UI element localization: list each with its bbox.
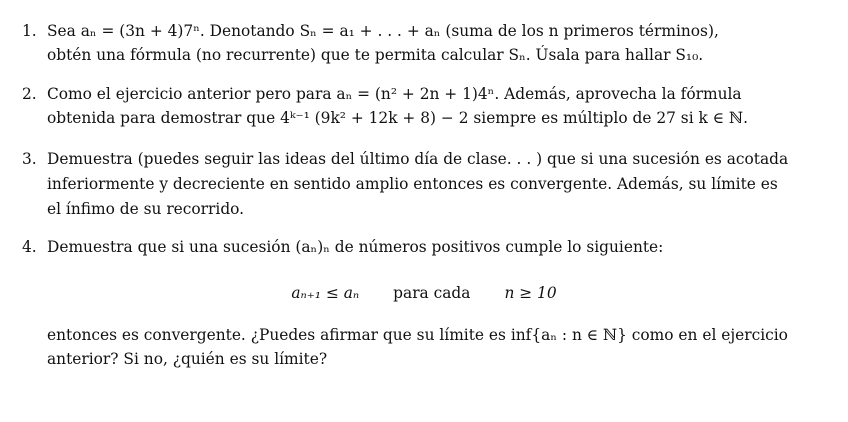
formula-lhs: aₙ₊₁ ≤ aₙ <box>291 284 360 302</box>
item-text-line: Demuestra que si una sucesión (aₙ)ₙ de números positivos cumple lo siguiente: <box>47 238 664 256</box>
item-text-line: anterior? Si no, ¿quién es su límite? <box>47 350 328 368</box>
item-text-line: Como el ejercicio anterior pero para aₙ = (n² + 2n + 1)4ⁿ. Además, aprovecha la fórmula <box>47 85 742 103</box>
item-text-line: inferiormente y decreciente en sentido amplio entonces es convergente. Además, su límite es <box>47 175 778 193</box>
item-text-line: obtén una fórmula (no recurrente) que te permita calcular Sₙ. Úsala para hallar S₁₀. <box>47 46 704 64</box>
item-number: 2. <box>22 85 37 103</box>
item-text-line: Demuestra (puedes seguir las ideas del último día de clase. . . ) que si una sucesión es acotada <box>47 150 789 168</box>
item-number: 1. <box>22 22 37 40</box>
formula-middle: para cada <box>393 284 471 302</box>
item-text-line: Sea aₙ = (3n + 4)7ⁿ. Denotando Sₙ = a₁ + . . . + aₙ (suma de los n primeros términos), <box>47 22 719 40</box>
item-text-line: obtenida para demostrar que 4ᵏ⁻¹ (9k² + 12k + 8) − 2 siempre es múltiplo de 27 si k ∈ ℕ. <box>47 109 748 127</box>
display-formula <box>0 283 848 303</box>
item-text-line: entonces es convergente. ¿Puedes afirmar que su límite es inf{aₙ : n ∈ ℕ} como en el ejercicio <box>47 326 788 344</box>
formula-rhs: n ≥ 10 <box>504 284 557 302</box>
item-number: 3. <box>22 150 37 168</box>
item-text-line: el ínfimo de su recorrido. <box>47 200 245 218</box>
item-number: 4. <box>22 238 37 256</box>
